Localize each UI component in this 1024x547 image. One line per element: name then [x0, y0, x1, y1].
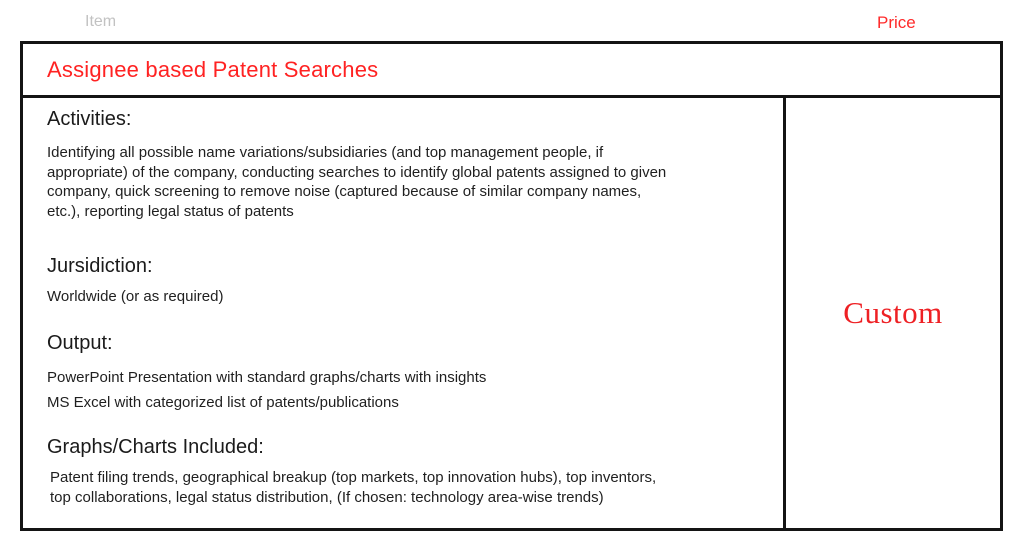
column-label-price: Price: [877, 13, 916, 32]
pricing-table: [20, 41, 1003, 531]
activities-heading: Activities:: [47, 108, 132, 130]
graphs-heading: Graphs/Charts Included:: [47, 436, 264, 458]
output-body-line1: PowerPoint Presentation with standard graphs/charts with insights: [47, 369, 487, 386]
item-cell: [23, 98, 786, 528]
output-heading: Output:: [47, 332, 113, 354]
activities-body: Identifying all possible name variations/subsidiaries (and top management people, if appropriate) of the company, conducting searches to identify global patents assigned to given company, quick screening to remove noise (captured because of similar company names, etc.), reporting legal status of patents: [47, 144, 667, 220]
jurisdiction-heading: Jursidiction:: [47, 255, 153, 277]
jurisdiction-body: Worldwide (or as required): [47, 288, 224, 305]
price-cell: [786, 98, 1000, 528]
column-label-item: Item: [85, 13, 117, 30]
graphs-body: Patent filing trends, geographical breakup (top markets, top innovation hubs), top inventors, top collaborations, legal status distribution, (If chosen: technology area-wise trends): [50, 469, 657, 506]
table-body-row: [23, 98, 1000, 528]
table-title-row: [23, 44, 1000, 98]
output-body-line2: MS Excel with categorized list of patents/publications: [47, 394, 399, 411]
table-title: Assignee based Patent Searches: [47, 56, 379, 82]
price-value: Custom: [843, 295, 943, 330]
